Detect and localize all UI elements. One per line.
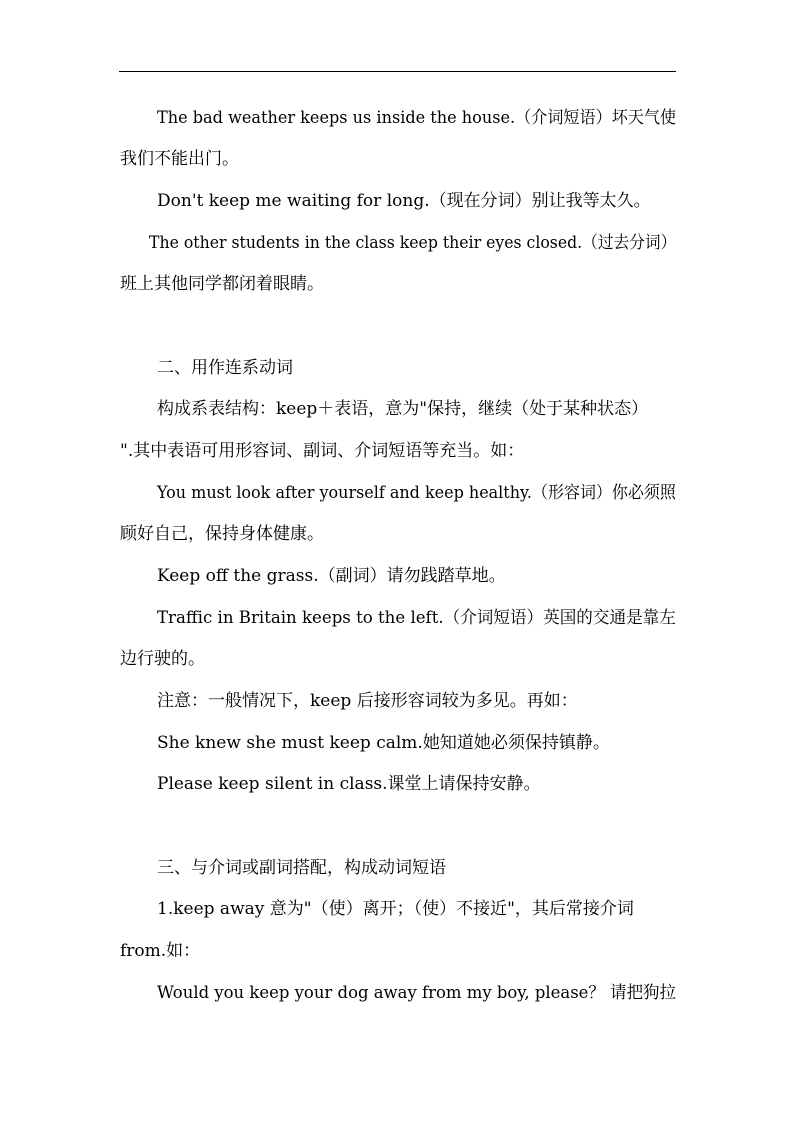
text-line: Would you keep your dog away from my boy, please？ 请把狗拉 (157, 983, 676, 1003)
text-line: 1.keep away 意为"（使）离开；（使）不接近"，其后常接介词 (157, 899, 634, 919)
text-line: 我们不能出门。 (120, 149, 239, 169)
text-line: You must look after yourself and keep healthy.（形容词）你必须照 (157, 483, 676, 503)
text-line: Don't keep me waiting for long.（现在分词）别让我等太久。 (157, 191, 651, 211)
text-line: 边行驶的。 (120, 649, 205, 669)
section-heading: 二、用作连系动词 (157, 358, 293, 378)
text-line: The other students in the class keep their eyes closed.（过去分词） (149, 233, 677, 253)
text-line: from.如： (120, 941, 201, 961)
text-line: She knew she must keep calm.她知道她必须保持镇静。 (157, 733, 610, 753)
section-heading: 三、与介词或副词搭配，构成动词短语 (157, 858, 446, 878)
text-line: The bad weather keeps us inside the house.（介词短语）坏天气使 (157, 108, 677, 128)
text-line: Traffic in Britain keeps to the left.（介词短语）英国的交通是靠左 (157, 608, 676, 628)
text-line: ".其中表语可用形容词、副词、介词短语等充当。如： (120, 441, 525, 461)
header-rule (119, 71, 676, 72)
text-line: Please keep silent in class.课堂上请保持安静。 (157, 774, 541, 794)
text-line: Keep off the grass.（副词）请勿践踏草地。 (157, 566, 506, 586)
text-line: 顾好自己，保持身体健康。 (120, 524, 324, 544)
text-line: 构成系表结构：keep＋表语，意为"保持，继续（处于某种状态） (157, 399, 649, 419)
text-line: 班上其他同学都闭着眼睛。 (120, 274, 324, 294)
text-line: 注意：一般情况下，keep 后接形容词较为多见。再如： (157, 691, 578, 711)
